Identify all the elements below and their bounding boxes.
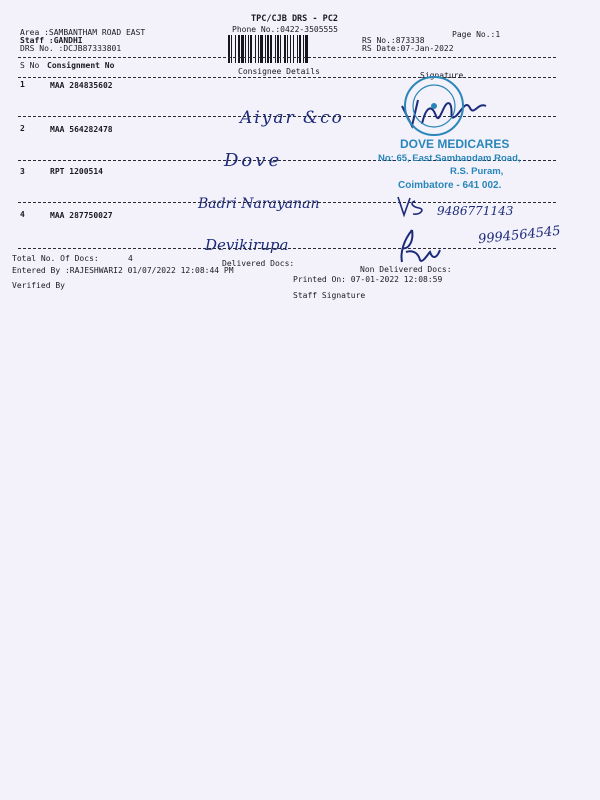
stamp-company-name: DOVE MEDICARES bbox=[400, 137, 510, 151]
phone-number: Phone No.:0422-3505555 bbox=[232, 25, 338, 34]
stamp-address-line-3: Coimbatore - 641 002. bbox=[398, 180, 502, 191]
col-consignee: Consignee Details bbox=[238, 67, 320, 76]
barcode bbox=[228, 35, 352, 63]
row-2-sno: 2 bbox=[20, 124, 25, 133]
printed-on: Printed On: 07-01-2022 12:08:59 bbox=[293, 275, 443, 284]
row-1-consignee-handwriting: Aiyar &co bbox=[240, 108, 344, 128]
row-1-sno: 1 bbox=[20, 80, 25, 89]
verified-by-label: Verified By bbox=[12, 281, 65, 290]
signature-row-4 bbox=[394, 226, 444, 266]
row-4-consignment: MAA 287750027 bbox=[50, 211, 113, 220]
col-sno: S No bbox=[20, 61, 40, 70]
row-4-divider bbox=[18, 248, 556, 249]
col-signature: Signature bbox=[420, 71, 464, 80]
rs-date: RS Date:07-Jan-2022 bbox=[362, 44, 454, 53]
drs-number: DRS No. :DCJB87333801 bbox=[20, 44, 122, 53]
staff-label: Staff :GANDHI bbox=[20, 36, 83, 45]
total-docs-value: 4 bbox=[128, 254, 133, 263]
stamp-address-line-1: No: 65, East Sambandam Road, bbox=[378, 153, 521, 164]
signature-row-3-phone: 9486771143 bbox=[437, 204, 514, 218]
row-3-divider bbox=[18, 202, 556, 203]
total-docs-label: Total No. Of Docs: bbox=[12, 254, 99, 263]
row-2-consignment: MAA 564282478 bbox=[50, 125, 113, 134]
non-delivered-docs-label: Non Delivered Docs: bbox=[360, 265, 452, 274]
delivered-docs-label: Delivered Docs: bbox=[222, 259, 295, 268]
stamp-seal bbox=[402, 74, 466, 138]
row-3-consignee-handwriting: Badri Narayanan bbox=[198, 196, 320, 212]
signature-row-4-phone: 9994564545 bbox=[477, 223, 562, 248]
sheet-title: TPC/CJB DRS - PC2 bbox=[251, 14, 338, 24]
signature-row-3 bbox=[395, 193, 435, 219]
page-number: Page No.:1 bbox=[452, 30, 501, 39]
row-1-consignment: MAA 284835602 bbox=[50, 81, 113, 90]
column-divider bbox=[18, 77, 556, 78]
row-3-sno: 3 bbox=[20, 167, 25, 176]
entered-by: Entered By :RAJESHWARI2 01/07/2022 12:08:44 PM bbox=[12, 266, 234, 275]
rs-number: RS No.:873338 bbox=[362, 36, 425, 45]
stamp-address-line-2: R.S. Puram, bbox=[450, 166, 504, 177]
area-label: Area :SAMBANTHAM ROAD EAST bbox=[20, 28, 146, 37]
row-2-consignee-handwriting: Dove bbox=[224, 150, 283, 171]
col-consignment: Consignment No bbox=[47, 61, 115, 70]
header-divider bbox=[18, 57, 556, 58]
staff-signature-label: Staff Signature bbox=[293, 291, 366, 300]
row-3-consignment: RPT 1200514 bbox=[50, 167, 103, 176]
row-4-consignee-handwriting: Devikirupa bbox=[205, 236, 289, 254]
row-4-sno: 4 bbox=[20, 210, 25, 219]
